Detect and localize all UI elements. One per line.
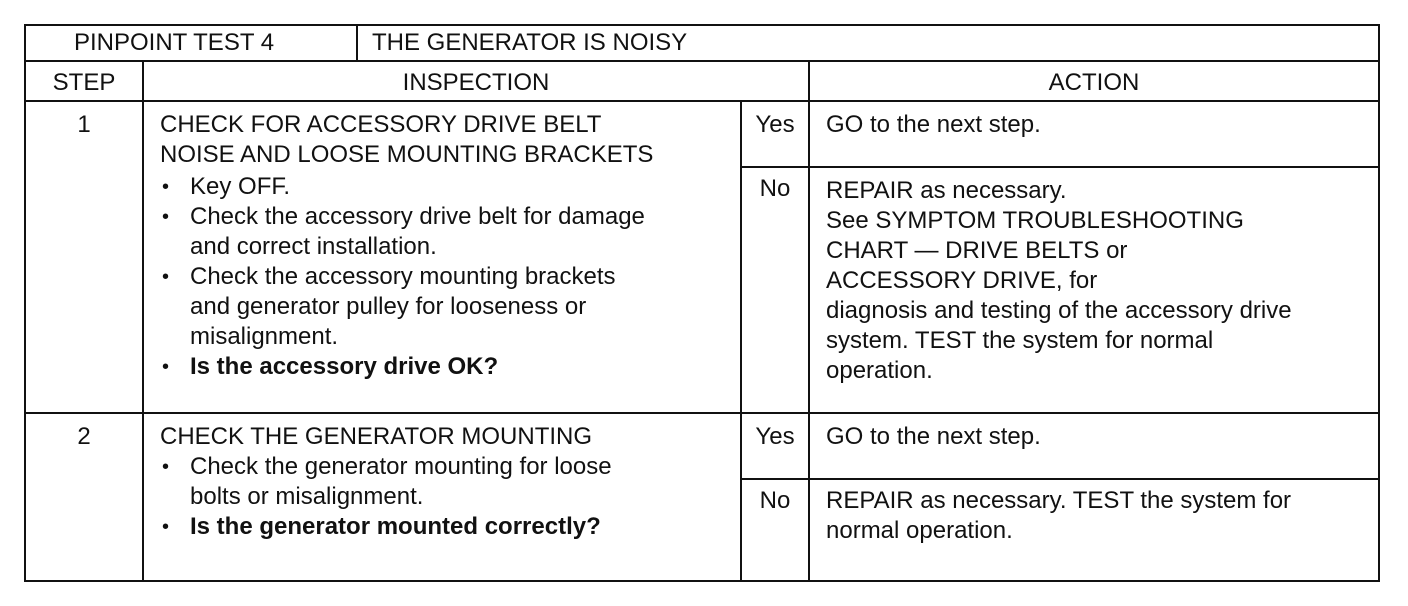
step-title-line: CHECK FOR ACCESSORY DRIVE BELT <box>160 111 602 138</box>
header-divider <box>26 60 1378 62</box>
yes-label: Yes <box>755 423 795 450</box>
column-header-step: STEP <box>52 69 116 96</box>
step2-yes-no-divider <box>742 478 1378 480</box>
no-action-line: See SYMPTOM TROUBLESHOOTING <box>826 207 1244 234</box>
test-title: THE GENERATOR IS NOISY <box>372 29 688 56</box>
yes-action: GO to the next step. <box>826 423 1041 450</box>
pinpoint-test-table <box>24 24 1380 582</box>
no-action-line: diagnosis and testing of the accessory drive <box>826 297 1292 324</box>
column-header-inspection: INSPECTION <box>402 69 550 96</box>
bullet-icon: • <box>162 206 170 228</box>
step-number: 1 <box>77 111 91 138</box>
no-label: No <box>759 487 791 514</box>
step-column-divider <box>142 60 144 580</box>
no-action-line: CHART — DRIVE BELTS or <box>826 237 1128 264</box>
bullet-text: Check the accessory mounting brackets <box>190 263 616 290</box>
bullet-text: misalignment. <box>190 323 339 350</box>
bullet-text: Check the accessory drive belt for damage <box>190 203 645 230</box>
test-id: PINPOINT TEST 4 <box>74 29 275 56</box>
yes-action: GO to the next step. <box>826 111 1041 138</box>
column-header-divider <box>26 100 1378 102</box>
step-title-line: NOISE AND LOOSE MOUNTING BRACKETS <box>160 141 654 168</box>
bullet-icon: • <box>162 266 170 288</box>
step-title-line: CHECK THE GENERATOR MOUNTING <box>160 423 593 450</box>
yes-label: Yes <box>755 111 795 138</box>
bullet-icon: • <box>162 356 170 378</box>
bullet-text: and correct installation. <box>190 233 437 260</box>
no-action-line: REPAIR as necessary. <box>826 177 1067 204</box>
header-column-divider <box>356 26 358 60</box>
step-divider <box>26 412 1378 414</box>
step1-yes-no-divider <box>742 166 1378 168</box>
bullet-text: and generator pulley for looseness or <box>190 293 587 320</box>
no-action-line: system. TEST the system for normal <box>826 327 1214 354</box>
column-header-action: ACTION <box>1048 69 1140 96</box>
bullet-icon: • <box>162 176 170 198</box>
bullet-text: Key OFF. <box>190 173 291 200</box>
no-action-line: normal operation. <box>826 517 1013 544</box>
bullet-icon: • <box>162 456 170 478</box>
no-action-line: REPAIR as necessary. TEST the system for <box>826 487 1292 514</box>
step-number: 2 <box>77 423 91 450</box>
action-column-divider <box>808 60 810 580</box>
no-action-line: ACCESSORY DRIVE, for <box>826 267 1098 294</box>
bullet-icon: • <box>162 516 170 538</box>
bullet-text: bolts or misalignment. <box>190 483 424 510</box>
question-text: Is the accessory drive OK? <box>190 353 499 380</box>
no-label: No <box>759 175 791 202</box>
bullet-text: Check the generator mounting for loose <box>190 453 612 480</box>
no-action-line: operation. <box>826 357 933 384</box>
question-text: Is the generator mounted correctly? <box>190 513 601 540</box>
